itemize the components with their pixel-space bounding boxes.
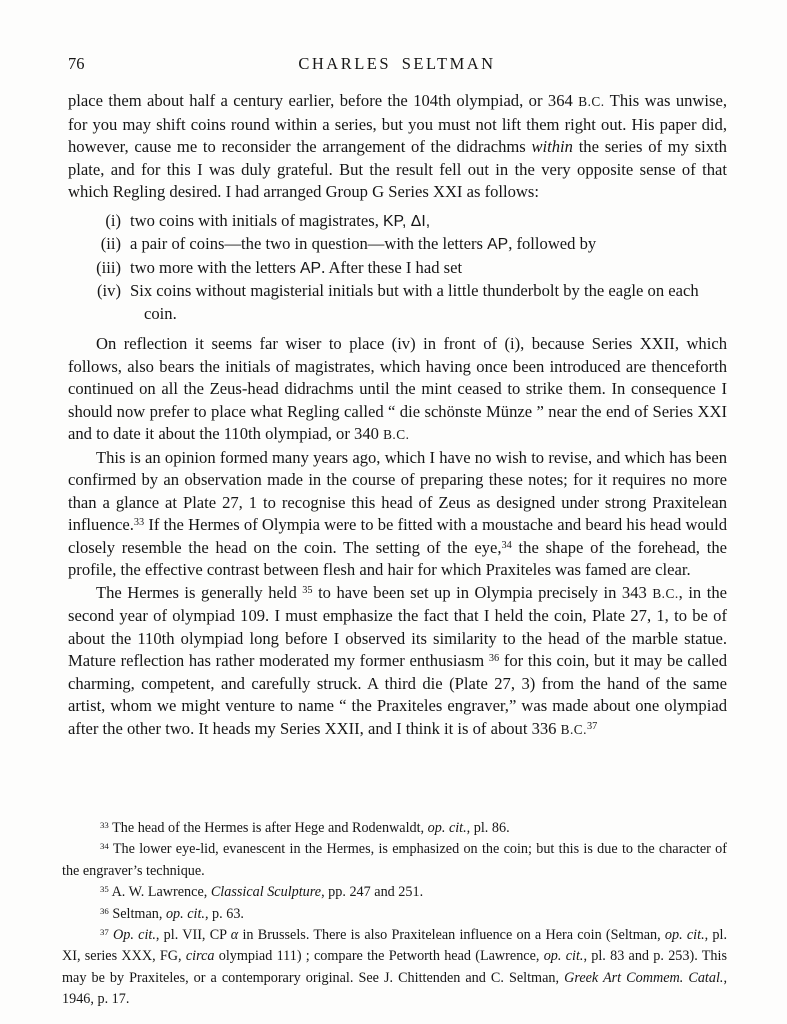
footnote-marker: 36	[100, 905, 109, 916]
list-marker: (ii)	[100, 234, 121, 253]
footnotes	[62, 818, 727, 1011]
footnote	[62, 904, 727, 925]
footnote	[62, 882, 727, 903]
text-segment: two more with the letters	[130, 257, 301, 277]
text-segment: , pl. VII, CP	[155, 927, 231, 944]
text-segment: the shape of the forehead, the profile, the effective contrast between flesh and hair for which Praxiteles was famed are clear.	[68, 537, 727, 579]
list-item-text	[130, 233, 727, 257]
text-segment: Classical Sculpture	[210, 884, 322, 901]
text-segment: , in the second year of olympiad 109. I must emphasize the fact that I held the coin, Plate 27, 1, to be of about the 110th olympiad long before I observed its similarity to the head of the marble statue. Mature reflection has rather moderated my former enthusiasm	[68, 582, 728, 670]
footnote-reference: 35	[302, 584, 313, 596]
footnote	[62, 818, 727, 839]
text-segment: for this coin, but it may be called charming, competent, and carefully struck. A third die (Plate 27, 3) from the hand of the same artist, whom we might venture to name “ the Praxiteles engraver,” was made about one olympiad after the other two. It heads my Series XXII, and I think it is of about 336	[68, 651, 727, 738]
text-segment: Six coins without magisterial initials but with a little thunderbolt by the eagle on each coin.	[130, 281, 699, 323]
text-segment: place them about half a century earlier, before the 104th olympiad, or 364	[68, 91, 579, 110]
text-segment: olympiad 111) ; compare the Petworth head (Lawrence,	[214, 948, 544, 965]
list-item-text	[130, 257, 727, 281]
text-segment: , pl. 86.	[466, 820, 510, 836]
text-segment: On reflection it seems far wiser to place (iv) in front of (i), because Series XXII, which follows, also bears the initials of magistrates, which having once been introduced are thenceforth continued on all the Zeus-head didrachms until the mint ceased to strike them. In consequence I should now prefer to place what Regling called “ die schönste Münze ” near the end of Series XXI and to date it about the 110th olympiad, or 340	[68, 334, 727, 443]
text-segment: If the Hermes of Olympia were to be fitted with a moustache and beard his head would closely resemble the head on the coin. The setting of the eye,	[68, 515, 727, 557]
text-segment: two coins with initials of magistrates,	[130, 210, 384, 230]
list-item	[68, 210, 727, 234]
text-segment: , followed by	[508, 234, 597, 253]
text-segment: B.C.	[383, 427, 410, 442]
text-segment: AP	[300, 259, 322, 277]
text-segment: to have been set up in Olympia precisely in 343	[312, 582, 653, 602]
list-marker: (i)	[105, 210, 121, 230]
text-segment: B.C.	[578, 94, 605, 109]
page-body	[68, 90, 727, 741]
list-item	[68, 257, 727, 281]
list-marker: (iii)	[96, 257, 121, 277]
text-segment: , pl. 83 and p. 253). This may be by Praxiteles, or a contemporary original. See J. Chittenden and C. Seltman,	[62, 948, 727, 986]
text-segment: , pp. 247 and 251.	[321, 884, 424, 901]
text-segment: within	[531, 137, 573, 156]
text-segment: Seltman,	[112, 905, 166, 922]
list-item-text	[130, 280, 727, 325]
text-segment: This was unwise, for you may shift coins round within a series, but you must not lift them right out. His paper did, however, cause me to reconsider the arrangement of the didrachms	[68, 91, 727, 156]
paragraph	[68, 582, 727, 742]
text-segment: circa	[185, 948, 215, 965]
text-segment: , p. 63.	[204, 905, 244, 922]
text-segment: The Hermes is generally held	[96, 582, 303, 602]
text-segment: , 1946, p. 17.	[62, 969, 727, 1008]
text-segment: KP, ΔI,	[383, 212, 431, 230]
text-segment: op. cit.	[543, 948, 584, 965]
footnote-reference: 36	[488, 653, 500, 665]
footnote-reference: 33	[133, 517, 145, 529]
paragraph	[68, 90, 727, 204]
footnote-marker: 34	[100, 841, 109, 852]
text-segment: B.C.	[652, 585, 679, 601]
text-segment: a pair of coins—the two in question—with the letters	[130, 234, 488, 253]
text-segment: AP	[487, 236, 509, 253]
text-segment: op. cit.	[165, 905, 205, 922]
text-segment: op. cit.	[664, 927, 705, 944]
list-item	[68, 233, 727, 257]
list-marker: (iv)	[97, 281, 121, 300]
footnote-reference: 34	[501, 539, 512, 551]
text-segment: A. W. Lawrence,	[111, 884, 211, 901]
text-segment: α	[230, 927, 239, 944]
text-segment: op. cit.	[427, 820, 467, 836]
list-item	[68, 280, 727, 325]
page-number: 76	[68, 54, 85, 73]
text-segment: Greek Art Commem. Catal.	[564, 969, 724, 986]
text-segment: Op. cit.	[113, 927, 156, 944]
footnote-marker: 33	[100, 820, 109, 831]
text-segment: This is an opinion formed many years ago, which I have no wish to revise, and which has been confirmed by an observation made in the course of preparing these notes; for it requires no more than a glance at Plate 27, 1 to recognise this head of Zeus as designed under strong Praxitelean influence.	[68, 447, 727, 534]
text-segment: . After these I had set	[321, 257, 463, 277]
footnote-marker: 35	[100, 884, 109, 895]
footnote-reference: 37	[586, 720, 598, 732]
text-segment: The lower eye-lid, evanescent in the Hermes, is emphasized on the coin; but this is due to the character of the engraver’s technique.	[62, 841, 727, 879]
running-head-title: CHARLES SELTMAN	[298, 54, 496, 73]
footnote	[62, 839, 727, 882]
paragraph	[68, 333, 727, 447]
running-header	[68, 54, 726, 76]
footnote	[62, 925, 727, 1011]
list-item-text	[130, 210, 727, 234]
text-segment: the series of my sixth plate, and for this I was duly grateful. But the result fell out in the very opposite sense of that which Regling desired. I had arranged Group G Series XXI as follows:	[68, 137, 727, 201]
text-segment: B.C.	[560, 721, 587, 737]
text-segment: in Brussels. There is also Praxitelean influence on a Hera coin (Seltman,	[238, 927, 665, 944]
text-segment: The head of the Hermes is after Hege and Rodenwaldt,	[112, 820, 428, 836]
text-segment: , pl. XI, series XXX, FG,	[62, 927, 727, 965]
numbered-list	[68, 210, 727, 326]
footnote-marker: 37	[100, 927, 109, 938]
paragraph	[68, 447, 727, 582]
